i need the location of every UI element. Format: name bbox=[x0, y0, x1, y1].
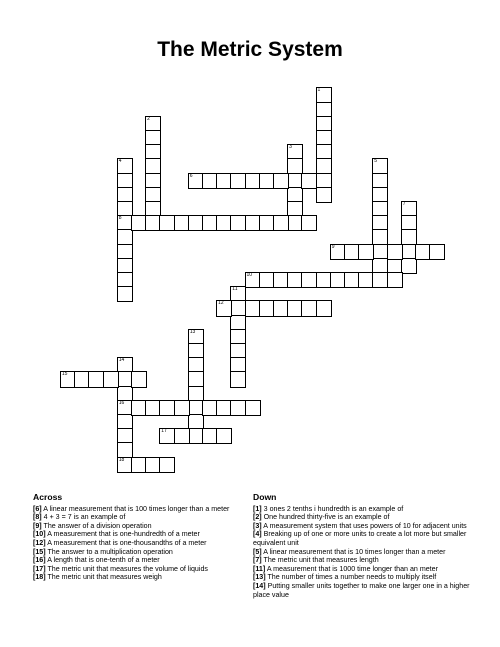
across-heading: Across bbox=[33, 492, 63, 502]
clue-text: The metric unit that measures length bbox=[263, 556, 379, 565]
grid-cell[interactable] bbox=[301, 173, 317, 189]
cell-number: 2 bbox=[147, 115, 150, 122]
clue-number: [16] bbox=[33, 556, 46, 565]
grid-cell[interactable] bbox=[429, 244, 445, 260]
cell-number: 6 bbox=[189, 172, 193, 179]
grid-cell[interactable] bbox=[387, 244, 403, 260]
clue-item bbox=[33, 505, 233, 514]
clue-item bbox=[253, 556, 471, 565]
clue-text: The number of times a number needs to multiply itself bbox=[267, 573, 437, 582]
cell-number: 11 bbox=[232, 286, 238, 293]
clue-item bbox=[253, 530, 471, 547]
cell-number: 3 bbox=[289, 144, 292, 151]
cell-number: 1 bbox=[317, 87, 321, 94]
clue-text: 3 ones 2 tenths i hundredth is an example of bbox=[263, 504, 404, 513]
cell-number: 15 bbox=[61, 371, 68, 378]
cell-number: 7 bbox=[402, 201, 406, 207]
clue-number: [2] bbox=[253, 513, 262, 522]
clue-text: The metric unit that measures weigh bbox=[47, 573, 162, 582]
clue-number: [5] bbox=[253, 547, 262, 556]
across-clue-list bbox=[33, 505, 233, 582]
clue-item bbox=[253, 513, 471, 522]
clue-text: Putting smaller units together to make one larger one in a higher place value bbox=[253, 581, 470, 599]
clue-item bbox=[33, 539, 233, 548]
clue-number: [10] bbox=[33, 530, 46, 539]
clue-text: One hundred thirty-five is an example of bbox=[263, 513, 390, 522]
clue-item bbox=[253, 565, 471, 574]
cell-number: 9 bbox=[331, 243, 335, 250]
cell-number: 16 bbox=[118, 399, 125, 406]
clue-item bbox=[253, 582, 471, 599]
clue-number: [13] bbox=[253, 573, 266, 582]
cell-number: 5 bbox=[374, 158, 378, 165]
down-heading: Down bbox=[253, 492, 277, 502]
clue-number: [11] bbox=[253, 564, 266, 573]
clue-item bbox=[33, 513, 233, 522]
clue-number: [6] bbox=[33, 504, 42, 513]
clue-item bbox=[33, 556, 233, 565]
grid-cell[interactable] bbox=[273, 215, 289, 231]
clue-text: 4 + 3 = 7 is an example of bbox=[43, 513, 126, 522]
clue-number: [15] bbox=[33, 547, 46, 556]
grid-cell[interactable] bbox=[273, 173, 289, 189]
grid-cell[interactable] bbox=[159, 457, 175, 473]
grid-cell[interactable] bbox=[117, 286, 133, 302]
clue-item bbox=[253, 522, 471, 531]
clue-text: A linear measurement that is 100 times longer than a meter bbox=[43, 504, 230, 513]
grid-cell[interactable] bbox=[316, 187, 332, 203]
grid-cell[interactable] bbox=[174, 400, 190, 416]
clue-item bbox=[33, 522, 233, 531]
cell-number: 13 bbox=[189, 328, 196, 335]
down-clue-list bbox=[253, 505, 471, 600]
clue-text: A measurement that is one-hundredth of a meter bbox=[47, 530, 200, 539]
clue-text: The answer of a division operation bbox=[43, 521, 152, 530]
clue-text: A measurement that is 1000 time longer than an meter bbox=[266, 564, 438, 573]
clue-item bbox=[33, 565, 233, 574]
clue-text: A measurement system that uses powers of 10 for adjacent units bbox=[263, 521, 467, 530]
grid-cell[interactable] bbox=[358, 244, 374, 260]
clue-number: [18] bbox=[33, 573, 46, 582]
clue-item bbox=[33, 573, 233, 582]
grid-cell[interactable] bbox=[301, 215, 317, 231]
grid-cell[interactable] bbox=[230, 371, 246, 387]
clue-text: A linear measurement that is 10 times longer than a meter bbox=[263, 547, 446, 556]
cell-number: 18 bbox=[118, 456, 125, 463]
clue-number: [4] bbox=[253, 530, 262, 539]
across-clues bbox=[33, 493, 233, 582]
clue-number: [1] bbox=[253, 504, 262, 513]
grid-cell[interactable] bbox=[216, 428, 232, 444]
cell-number: 8 bbox=[118, 215, 122, 222]
clue-item bbox=[33, 530, 233, 539]
grid-cell[interactable] bbox=[245, 400, 261, 416]
clue-item bbox=[33, 548, 233, 557]
clue-number: [9] bbox=[33, 521, 42, 530]
page-title: The Metric System bbox=[157, 38, 343, 61]
grid-cell[interactable] bbox=[216, 300, 232, 316]
clue-text: The answer to a multiplication operation bbox=[47, 547, 173, 556]
cell-number: 4 bbox=[118, 158, 122, 165]
clue-number: [8] bbox=[33, 513, 42, 522]
clue-text: The metric unit that measures the volume of liquids bbox=[47, 564, 208, 573]
clue-text: A measurement that is one-thousandths of a meter bbox=[47, 538, 207, 547]
grid-cell[interactable] bbox=[387, 272, 403, 288]
clue-text: A length that is one-tenth of a meter bbox=[47, 556, 160, 565]
down-clues bbox=[253, 493, 471, 599]
grid-cell[interactable] bbox=[316, 300, 332, 316]
clue-number: [14] bbox=[253, 581, 266, 590]
grid-cell[interactable] bbox=[401, 258, 417, 274]
clue-number: [17] bbox=[33, 564, 46, 573]
clue-number: [3] bbox=[253, 521, 262, 530]
cell-number: 14 bbox=[118, 357, 125, 364]
cell-number: 12 bbox=[218, 300, 224, 307]
clue-item bbox=[253, 505, 471, 514]
clue-number: [12] bbox=[33, 538, 46, 547]
grid-cell[interactable] bbox=[131, 371, 147, 387]
clue-item bbox=[253, 548, 471, 557]
cell-number: 10 bbox=[246, 272, 253, 278]
clue-number: [7] bbox=[253, 556, 262, 565]
grid-cell[interactable] bbox=[103, 371, 119, 387]
cell-number: 17 bbox=[161, 428, 167, 435]
clue-item bbox=[253, 573, 471, 582]
grid-cell[interactable] bbox=[174, 428, 190, 444]
clue-text: Breaking up of one or more units to create a lot more but smaller equivalent unit bbox=[253, 530, 467, 547]
